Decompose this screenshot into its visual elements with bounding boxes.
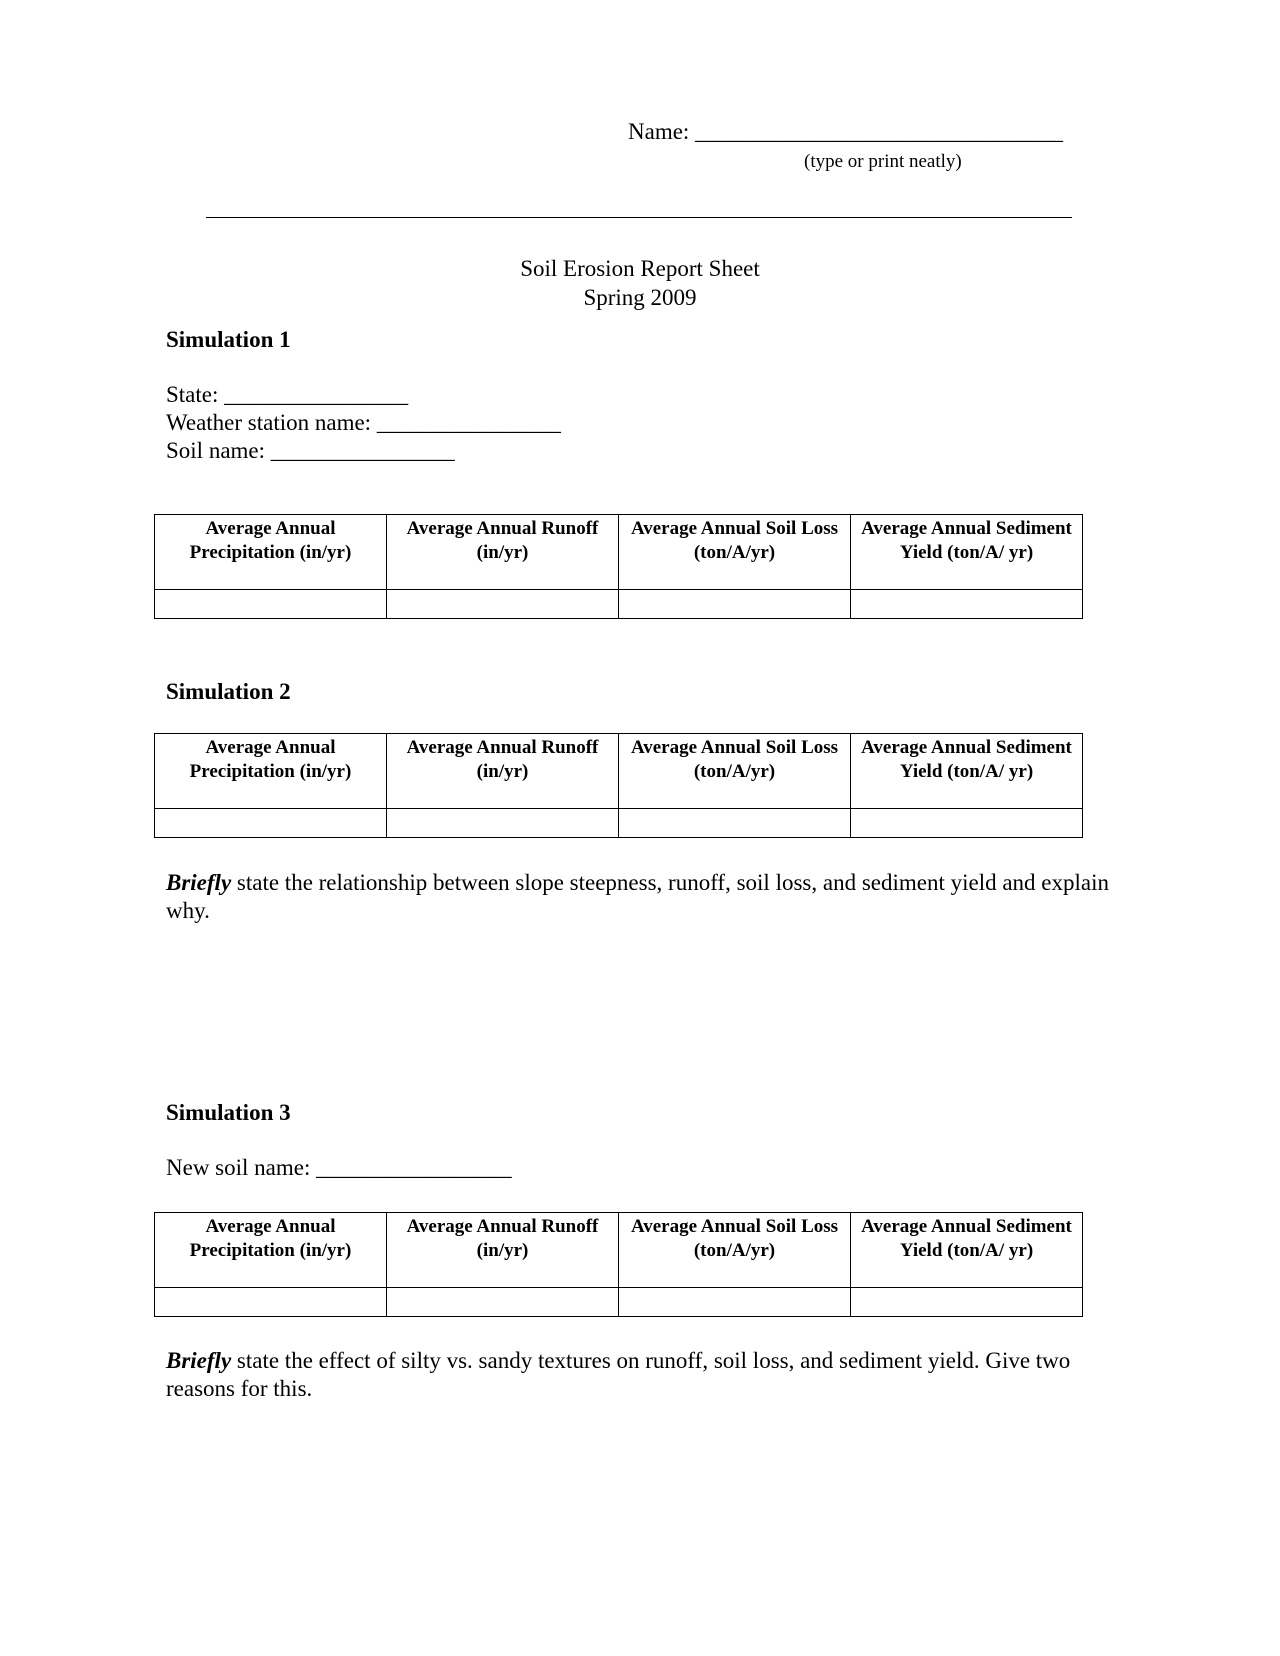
header-precipitation: Average Annual Precipitation (in/yr) [155, 1213, 387, 1288]
simulation-2-table [154, 733, 1083, 838]
question-texture [166, 1347, 1126, 1403]
header-sediment-yield: Average Annual Sediment Yield (ton/A/ yr) [851, 515, 1083, 590]
emphasis-briefly: Briefly [166, 870, 232, 895]
input-soil-loss[interactable] [619, 590, 851, 619]
header-sediment-yield: Average Annual Sediment Yield (ton/A/ yr) [851, 734, 1083, 809]
header-soil-loss: Average Annual Soil Loss (ton/A/yr) [619, 1213, 851, 1288]
header-soil-loss: Average Annual Soil Loss (ton/A/yr) [619, 515, 851, 590]
simulation-3-table [154, 1212, 1083, 1317]
input-runoff[interactable] [387, 809, 619, 838]
header-precipitation: Average Annual Precipitation (in/yr) [155, 515, 387, 590]
new-soil-name-field[interactable]: New soil name: _________________ [166, 1155, 512, 1180]
header-runoff: Average Annual Runoff (in/yr) [387, 734, 619, 809]
weather-station-field[interactable]: Weather station name: ________________ [166, 410, 561, 435]
state-field[interactable]: State: ________________ [166, 382, 409, 407]
question-text: state the effect of silty vs. sandy textures on runoff, soil loss, and sediment yield. Give two reasons for this. [166, 1348, 1071, 1401]
name-field[interactable]: Name: ________________________________ [628, 119, 1064, 144]
input-precipitation[interactable] [155, 809, 387, 838]
simulation-2-heading: Simulation 2 [166, 679, 291, 704]
input-runoff[interactable] [387, 1288, 619, 1317]
input-sediment-yield[interactable] [851, 1288, 1083, 1317]
input-runoff[interactable] [387, 590, 619, 619]
input-precipitation[interactable] [155, 590, 387, 619]
input-sediment-yield[interactable] [851, 809, 1083, 838]
input-sediment-yield[interactable] [851, 590, 1083, 619]
header-sediment-yield: Average Annual Sediment Yield (ton/A/ yr) [851, 1213, 1083, 1288]
emphasis-briefly: Briefly [166, 1348, 232, 1373]
input-precipitation[interactable] [155, 1288, 387, 1317]
name-hint: (type or print neatly) [804, 151, 962, 172]
document-term: Spring 2009 [583, 285, 697, 310]
horizontal-rule [206, 217, 1072, 218]
header-runoff: Average Annual Runoff (in/yr) [387, 1213, 619, 1288]
soil-name-field[interactable]: Soil name: ________________ [166, 438, 455, 463]
simulation-3-heading: Simulation 3 [166, 1100, 291, 1125]
question-text: state the relationship between slope steepness, runoff, soil loss, and sediment yield and explain why. [166, 870, 1110, 923]
header-runoff: Average Annual Runoff (in/yr) [387, 515, 619, 590]
document-title: Soil Erosion Report Sheet [520, 256, 760, 281]
input-soil-loss[interactable] [619, 1288, 851, 1317]
simulation-1-table [154, 514, 1083, 619]
question-slope [166, 869, 1126, 925]
header-soil-loss: Average Annual Soil Loss (ton/A/yr) [619, 734, 851, 809]
input-soil-loss[interactable] [619, 809, 851, 838]
simulation-1-heading: Simulation 1 [166, 327, 291, 352]
header-precipitation: Average Annual Precipitation (in/yr) [155, 734, 387, 809]
